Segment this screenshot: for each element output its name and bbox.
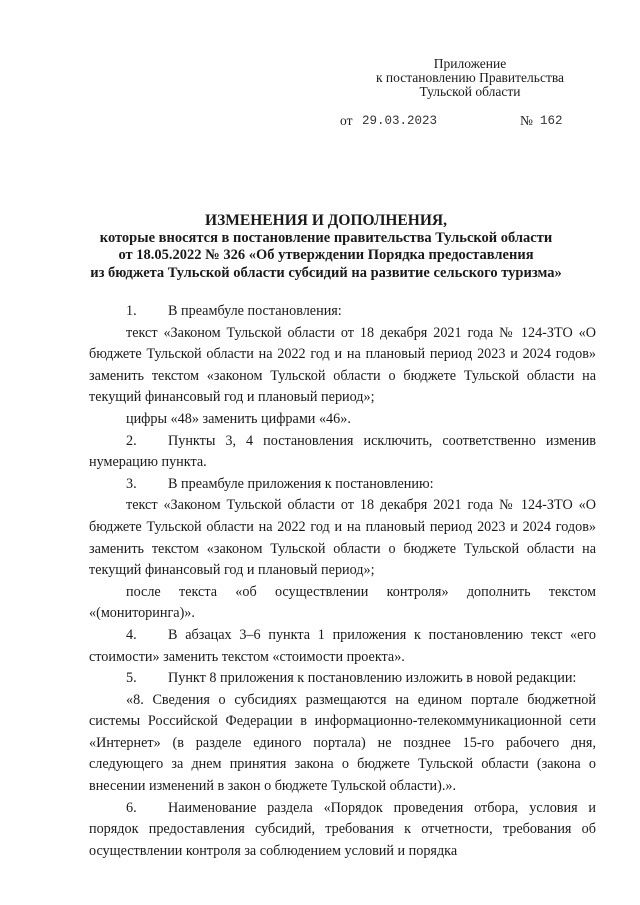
paragraph-number: 3. [126,475,137,492]
paragraph-text: Пункты 3, 4 постановления исключить, соответственно изменив нумерацию пункта. [89,432,596,471]
date-number-line [340,113,580,131]
number-value: 162 [540,114,563,128]
annex-line-3: Тульской области [419,84,521,99]
title-line-3: от 18.05.2022 № 326 «Об утверждении Порядка предоставления [118,247,534,263]
paragraph-number: 4. [126,626,137,643]
paragraph-5 [89,668,596,690]
document-body [89,301,596,862]
paragraph-1-digits [89,409,596,431]
document-title [70,212,582,282]
paragraph-text: Наименование раздела «Порядок проведения отбора, условия и порядок предоставления субсидий, требования к отчетности, требования об осуществлении контроля за соблюдением условий и порядка [89,799,596,859]
paragraph-1 [89,301,596,323]
title-line-4: из бюджета Тульской области субсидий на развитие сельского туризма» [90,264,562,281]
paragraph-3-text-replace [89,495,596,581]
paragraph-text: «8. Сведения о субсидиях размещаются на едином портале бюджетной системы Российской Федерации в информационно-телекоммуникационной сети «Интернет» (в разделе единого портала) не позднее 15-го рабочего дня, следующего за днем принятия закона о бюджете Тульской области (закона о внесении изменений в закон о бюджете Тульской области).». [89,691,596,795]
paragraph-text: Пункт 8 приложения к постановлению изложить в новой редакции: [168,670,577,687]
paragraph-number: 2. [126,432,137,449]
paragraph-text: В преамбуле постановления: [168,303,342,319]
paragraph-number: 5. [126,670,137,687]
date-label: от [340,113,353,128]
paragraph-number: 1. [126,303,137,319]
paragraph-3-addition [89,582,596,625]
paragraph-number: 6. [126,799,137,816]
number-label: № [520,113,533,128]
paragraph-text: В преамбуле приложения к постановлению: [168,475,434,492]
paragraph-3 [89,474,596,496]
annex-line-2: к постановлению Правительства [375,70,565,85]
paragraph-text: текст «Законом Тульской области от 18 декабря 2021 года № 124-ЗТО «О бюджете Тульской области на 2022 год и на плановый период 2023 и 2024 годов» заменить текстом «законом Тульской области о бюджете Тульской области на текущий финансовый год и плановый период»; [89,497,596,579]
title-line-2: которые вносятся в постановление правительства Тульской области [99,229,553,246]
paragraph-5-quote [89,690,596,798]
annex-block [340,57,600,99]
title-line-1: ИЗМЕНЕНИЯ И ДОПОЛНЕНИЯ, [205,212,447,229]
paragraph-text: цифры «48» заменить цифрами «46». [126,410,351,427]
paragraph-2 [89,431,596,474]
paragraph-text: после текста «об осуществлении контроля» дополнить текстом «(мониторинга)». [89,583,596,622]
paragraph-text: текст «Законом Тульской области от 18 декабря 2021 года № 124-ЗТО «О бюджете Тульской области на 2022 год и на плановый период 2023 и 2024 годов» заменить текстом «законом Тульской области о бюджете Тульской области на текущий финансовый год и плановый период»; [89,324,596,406]
paragraph-text: В абзацах 3–6 пункта 1 приложения к постановлению текст «его стоимости» заменить текстом «стоимости проекта». [89,626,596,665]
paragraph-1-text-replace [89,323,596,409]
paragraph-4 [89,625,596,668]
date-value: 29.03.2023 [362,114,438,128]
paragraph-6 [89,798,596,863]
annex-line-1: Приложение [433,56,507,71]
